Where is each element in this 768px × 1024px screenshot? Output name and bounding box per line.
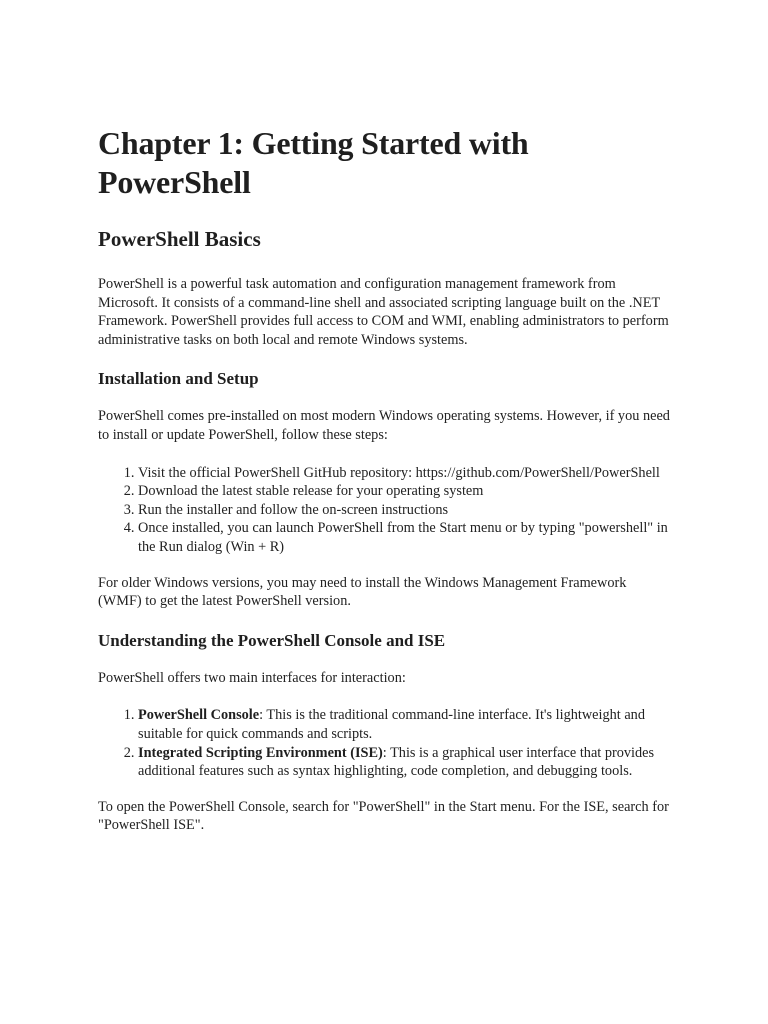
section-heading-console: Understanding the PowerShell Console and ISE [98, 630, 446, 650]
list-item-description: : This is a graphical user interface that provides additional features such as syntax highlighting, code completion, and debugging tools. [138, 744, 655, 780]
installation-steps-list [98, 464, 670, 557]
list-item [138, 744, 670, 781]
interfaces-list [98, 706, 670, 780]
installation-intro: PowerShell comes pre-installed on most modern Windows operating systems. However, if you need to install or update PowerShell, follow these steps: [98, 408, 670, 443]
section-heading-installation: Installation and Setup [98, 369, 259, 389]
list-item: 1. Visit the official PowerShell GitHub repository: https://github.com/PowerShell/PowerShell [138, 464, 670, 483]
installation-note: For older Windows versions, you may need to install the Windows Management Framework (WMF) to get the latest PowerShell version. [98, 574, 627, 610]
list-item-description: : This is the traditional command-line interface. It's lightweight and suitable for quick commands and scripts. [138, 707, 645, 742]
chapter-title: Chapter 1: Getting Started with PowerShell [98, 125, 529, 200]
list-item: 2. Download the latest stable release for your operating system [138, 482, 670, 501]
console-closing: To open the PowerShell Console, search for "PowerShell" in the Start menu. For the ISE, search for "PowerShell ISE". [98, 798, 669, 834]
list-item-term: PowerShell Console [138, 707, 260, 724]
list-item: 3. Run the installer and follow the on-screen instructions [138, 501, 670, 520]
console-intro: PowerShell offers two main interfaces for interaction: [98, 669, 406, 686]
basics-paragraph: PowerShell is a powerful task automation and configuration management framework from Microsoft. It consists of a command-line shell and associated scripting language built on the .NET Framework. PowerShell provides full access to COM and WMI, enabling administrators to perform administrative tasks on both local and remote Windows systems. [98, 276, 669, 348]
list-item: 4. Once installed, you can launch PowerShell from the Start menu or by typing "powershell" in the Run dialog (Win + R) [138, 519, 670, 556]
list-item [138, 706, 670, 743]
list-item-term: Integrated Scripting Environment (ISE) [138, 744, 383, 761]
section-heading-basics: PowerShell Basics [98, 227, 261, 251]
